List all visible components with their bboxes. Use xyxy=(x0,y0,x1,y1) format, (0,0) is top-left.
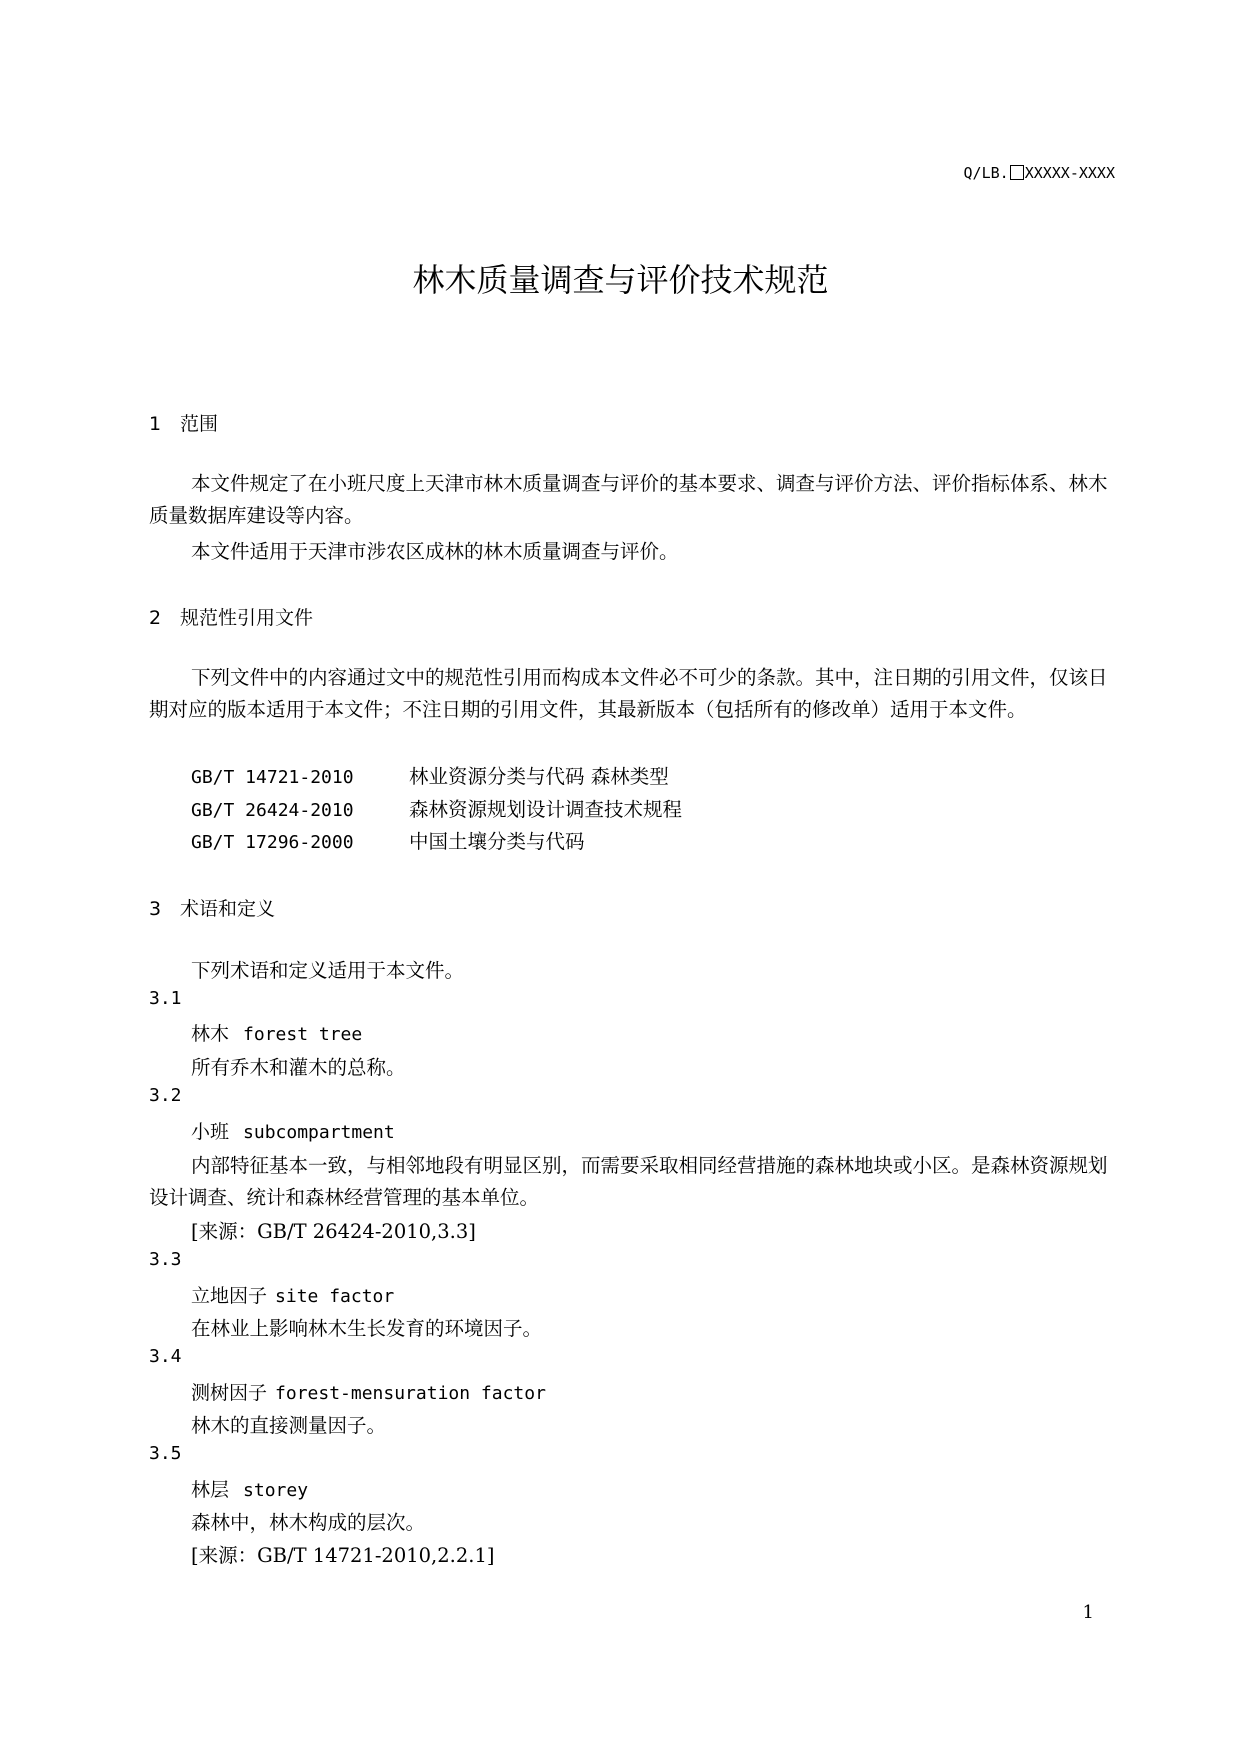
term-en: forest tree xyxy=(243,1024,363,1045)
section-1-paragraph-1: 本文件规定了在小班尺度上天津市林木质量调查与评价的基本要求、调查与评价方法、评价指标体系、林木质量数据库建设等内容。 xyxy=(149,472,1108,527)
term-en: forest-mensuration factor xyxy=(275,1383,546,1404)
term-number: 3.5 xyxy=(149,1443,182,1464)
reference-name: 森林资源规划设计调查技术规程 xyxy=(409,798,683,821)
standard-code xyxy=(964,164,1115,182)
standard-code-prefix: Q/LB. xyxy=(963,164,1009,182)
term-definition: 在林业上影响林木生长发育的环境因子。 xyxy=(191,1317,543,1340)
normative-reference xyxy=(191,761,669,789)
term-source: [来源：GB/T 26424-2010,3.3] xyxy=(191,1220,476,1243)
reference-code: GB/T 14721-2010 xyxy=(191,767,354,788)
normative-reference xyxy=(191,794,682,822)
term-en: site factor xyxy=(275,1286,395,1307)
section-2-heading xyxy=(149,603,313,630)
term-zh: 立地因子 xyxy=(191,1285,268,1307)
term-zh: 林层 xyxy=(191,1479,230,1501)
document-title: 林木质量调查与评价技术规范 xyxy=(412,261,829,299)
section-2-paragraph: 下列文件中的内容通过文中的规范性引用而构成本文件必不可少的条款。其中，注日期的引用文件，仅该日期对应的版本适用于本文件；不注日期的引用文件，其最新版本（包括所有的修改单）适用于本文件。 xyxy=(149,666,1108,721)
term-zh: 测树因子 xyxy=(191,1382,268,1404)
section-number: 2 xyxy=(149,607,162,629)
term-number: 3.4 xyxy=(149,1346,182,1367)
term-heading xyxy=(191,1281,394,1308)
section-title: 术语和定义 xyxy=(180,898,276,920)
section-title: 规范性引用文件 xyxy=(180,607,314,629)
reference-code: GB/T 26424-2010 xyxy=(191,800,354,821)
term-definition: 内部特征基本一致，与相邻地段有明显区别，而需要采取相同经营措施的森林地块或小区。是森林资源规划设计调查、统计和森林经营管理的基本单位。 xyxy=(149,1154,1108,1209)
term-heading xyxy=(191,1378,546,1405)
section-title: 范围 xyxy=(180,413,219,435)
reference-name: 中国土壤分类与代码 xyxy=(409,830,585,853)
term-heading xyxy=(191,1475,308,1502)
term-heading xyxy=(191,1117,395,1144)
term-definition: 森林中，林木构成的层次。 xyxy=(191,1511,426,1534)
term-heading xyxy=(191,1019,362,1046)
standard-code-suffix: XXXXX-XXXX xyxy=(1024,164,1115,182)
term-zh: 林木 xyxy=(191,1023,230,1045)
term-number: 3.2 xyxy=(149,1085,182,1106)
term-number: 3.3 xyxy=(149,1249,182,1270)
section-number: 3 xyxy=(149,898,162,920)
reference-code: GB/T 17296-2000 xyxy=(191,832,354,853)
term-definition: 林木的直接测量因子。 xyxy=(191,1414,387,1437)
term-en: storey xyxy=(243,1480,309,1501)
normative-reference xyxy=(191,826,585,854)
page-number: 1 xyxy=(1082,1602,1094,1623)
checkbox-square-icon xyxy=(1010,165,1024,180)
section-3-intro: 下列术语和定义适用于本文件。 xyxy=(191,959,465,982)
section-number: 1 xyxy=(149,413,162,435)
section-1-heading xyxy=(149,409,218,436)
reference-name: 林业资源分类与代码 森林类型 xyxy=(409,765,669,788)
section-1-paragraph-2: 本文件适用于天津市涉农区成林的林木质量调查与评价。 xyxy=(191,540,679,563)
term-definition: 所有乔木和灌木的总称。 xyxy=(191,1056,406,1079)
section-3-heading xyxy=(149,894,275,921)
term-zh: 小班 xyxy=(191,1121,230,1143)
term-number: 3.1 xyxy=(149,988,182,1009)
term-en: subcompartment xyxy=(243,1122,395,1143)
term-source: [来源：GB/T 14721-2010,2.2.1] xyxy=(191,1544,495,1567)
